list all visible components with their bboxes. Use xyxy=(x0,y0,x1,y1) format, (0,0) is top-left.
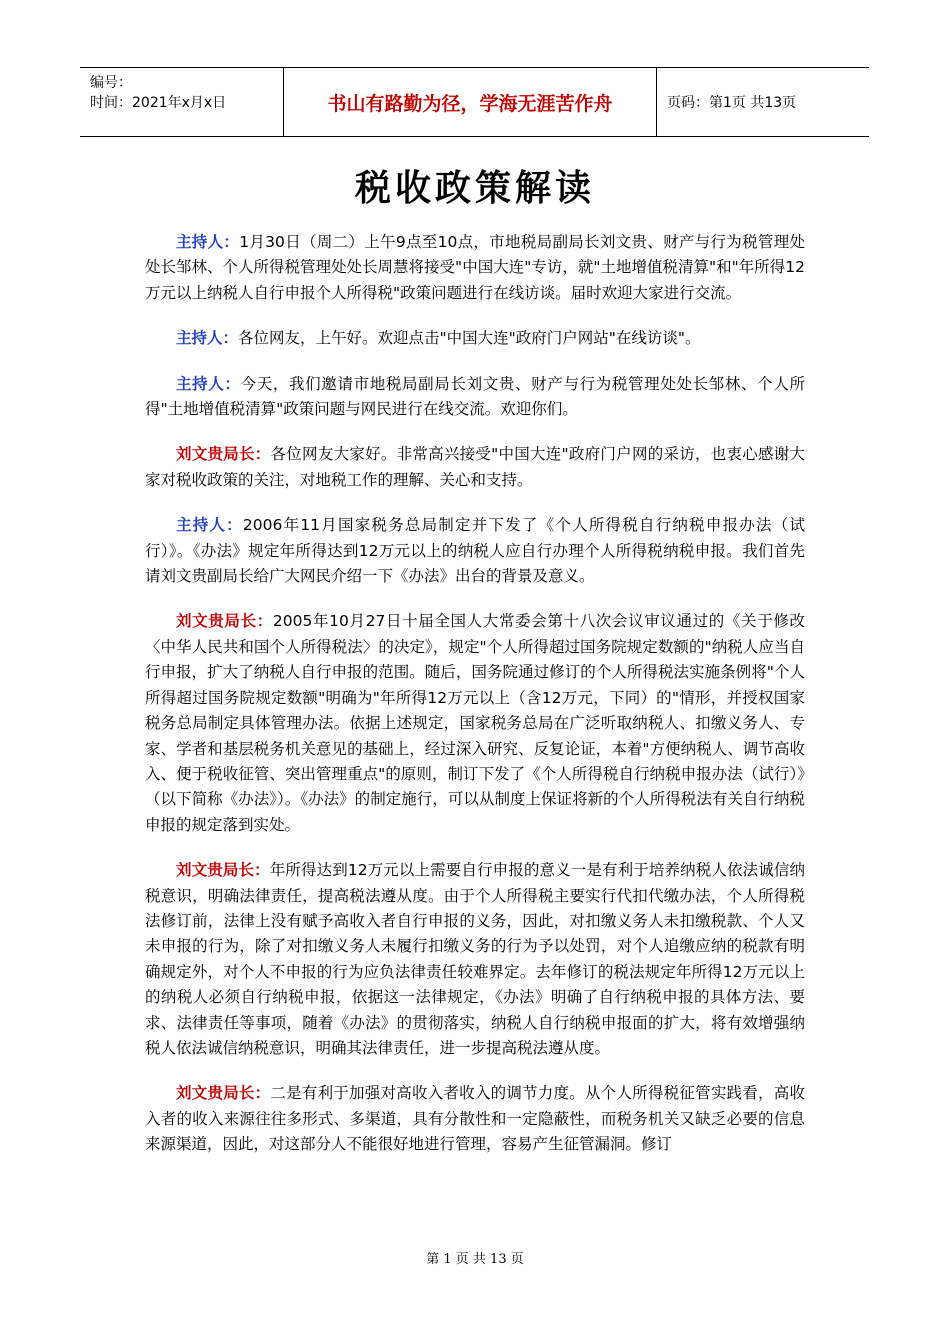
paragraph xyxy=(145,230,805,306)
paragraph xyxy=(145,513,805,589)
speaker-label: 刘文贵局长： xyxy=(176,445,271,464)
header-motto: 书山有路勤为径，学海无涯苦作舟 xyxy=(327,92,613,115)
paragraph xyxy=(145,609,805,838)
paragraph-text: 二是有利于加强对高收入者收入的调节力度。从个人所得税征管实践看，高收入者的收入来源往往多形式、多渠道，具有分散性和一定隐蔽性，而税务机关又缺乏必要的信息来源渠道，因此，对这部分人不能很好地进行管理，容易产生征管漏洞。修订 xyxy=(145,1084,805,1154)
paragraph-text: 2005年10月27日十届全国人大常委会第十八次会议审议通过的《关于修改〈中华人民共和国个人所得税法〉的决定》，规定"个人所得超过国务院规定数额的"纳税人应当自行申报，扩大了纳税人自行申报的范围。随后，国务院通过修订的个人所得税法实施条例将"个人所得超过国务院规定数额"明确为"年所得12万元以上（含12万元，下同）的"情形，并授权国家税务总局制定具体管理办法。依据上述规定，国家税务总局在广泛听取纳税人、扣缴义务人、专家、学者和基层税务机关意见的基础上，经过深入研究、反复论证，本着"方便纳税人、调节高收入、便于税收征管、突出管理重点"的原则，制订下发了《个人所得税自行纳税申报办法（试行）》（以下简称《办法》）。《办法》的制定施行，可以从制度上保证将新的个人所得税法有关自行纳税申报的规定落到实处。 xyxy=(145,612,805,834)
speaker-label: 主持人： xyxy=(176,516,243,535)
paragraph-text: 今天，我们邀请市地税局副局长刘文贵、财产与行为税管理处处长邹林、个人所得"土地增值税清算"政策问题与网民进行在线交流。欢迎你们。 xyxy=(145,374,805,419)
header-left-cell xyxy=(80,68,283,136)
speaker-label: 主持人： xyxy=(176,233,240,251)
header-page-number: 页码：第1页 共13页 xyxy=(667,95,797,111)
speaker-label: 主持人： xyxy=(176,329,239,348)
document-number-label: 编号： xyxy=(90,75,132,91)
document-time-label: 时间：2021年x月x日 xyxy=(90,95,227,111)
header-table xyxy=(80,67,869,137)
paragraph-text: 1月30日（周二）上午9点至10点，市地税局副局长刘文贵、财产与行为税管理处处长邹林、个人所得税管理处处长周慧将接受"中国大连"专访，就"土地增值税清算"和"年所得12万元以上纳税人自行申报个人所得税"政策问题进行在线访谈。届时欢迎大家进行交流。 xyxy=(145,233,805,302)
paragraph-text: 各位网友大家好。非常高兴接受"中国大连"政府门户网的采访，也衷心感谢大家对税收政策的关注，对地税工作的理解、关心和支持。 xyxy=(145,445,805,489)
paragraph xyxy=(145,442,805,493)
paragraph xyxy=(145,372,805,423)
paragraph-text: 各位网友，上午好。欢迎点击"中国大连"政府门户网站"在线访谈"。 xyxy=(238,329,701,348)
page-footer: 第 1 页 共 13 页 xyxy=(426,1252,524,1267)
document-title: 税收政策解读 xyxy=(354,167,595,209)
speaker-label: 刘文贵局长： xyxy=(176,1084,271,1103)
document-body xyxy=(145,230,805,1178)
header-page-cell xyxy=(657,68,869,136)
speaker-label: 刘文贵局长： xyxy=(176,861,270,880)
speaker-label: 主持人： xyxy=(176,374,241,393)
paragraph-text: 2006年11月国家税务总局制定并下发了《个人所得税自行纳税申报办法（试行）》。《办法》规定年所得达到12万元以上的纳税人应自行办理个人所得税纳税申报。我们首先请刘文贵副局长给广大网民介绍一下《办法》出台的背景及意义。 xyxy=(145,516,805,586)
paragraph xyxy=(145,1081,805,1157)
paragraph-text: 年所得达到12万元以上需要自行申报的意义一是有利于培养纳税人依法诚信纳税意识，明确法律责任，提高税法遵从度。由于个人所得税主要实行代扣代缴办法，个人所得税法修订前，法律上没有赋予高收入者自行申报的义务，因此，对扣缴义务人未扣缴税款、个人又未申报的行为，除了对扣缴义务人未履行扣缴义务的行为予以处罚，对个人追缴应纳的税款有明确规定外，对个人不申报的行为应负法律责任较难界定。去年修订的税法规定年所得12万元以上的纳税人必须自行纳税申报，依据这一法律规定，《办法》明确了自行纳税申报的具体方法、要求、法律责任等事项，随着《办法》的贯彻落实，纳税人自行纳税申报面的扩大，将有效增强纳税人依法诚信纳税意识，明确其法律责任，进一步提高税法遵从度。 xyxy=(145,861,805,1057)
paragraph xyxy=(145,858,805,1061)
header-motto-cell xyxy=(283,68,657,136)
speaker-label: 刘文贵局长： xyxy=(176,612,273,631)
paragraph xyxy=(145,326,805,351)
